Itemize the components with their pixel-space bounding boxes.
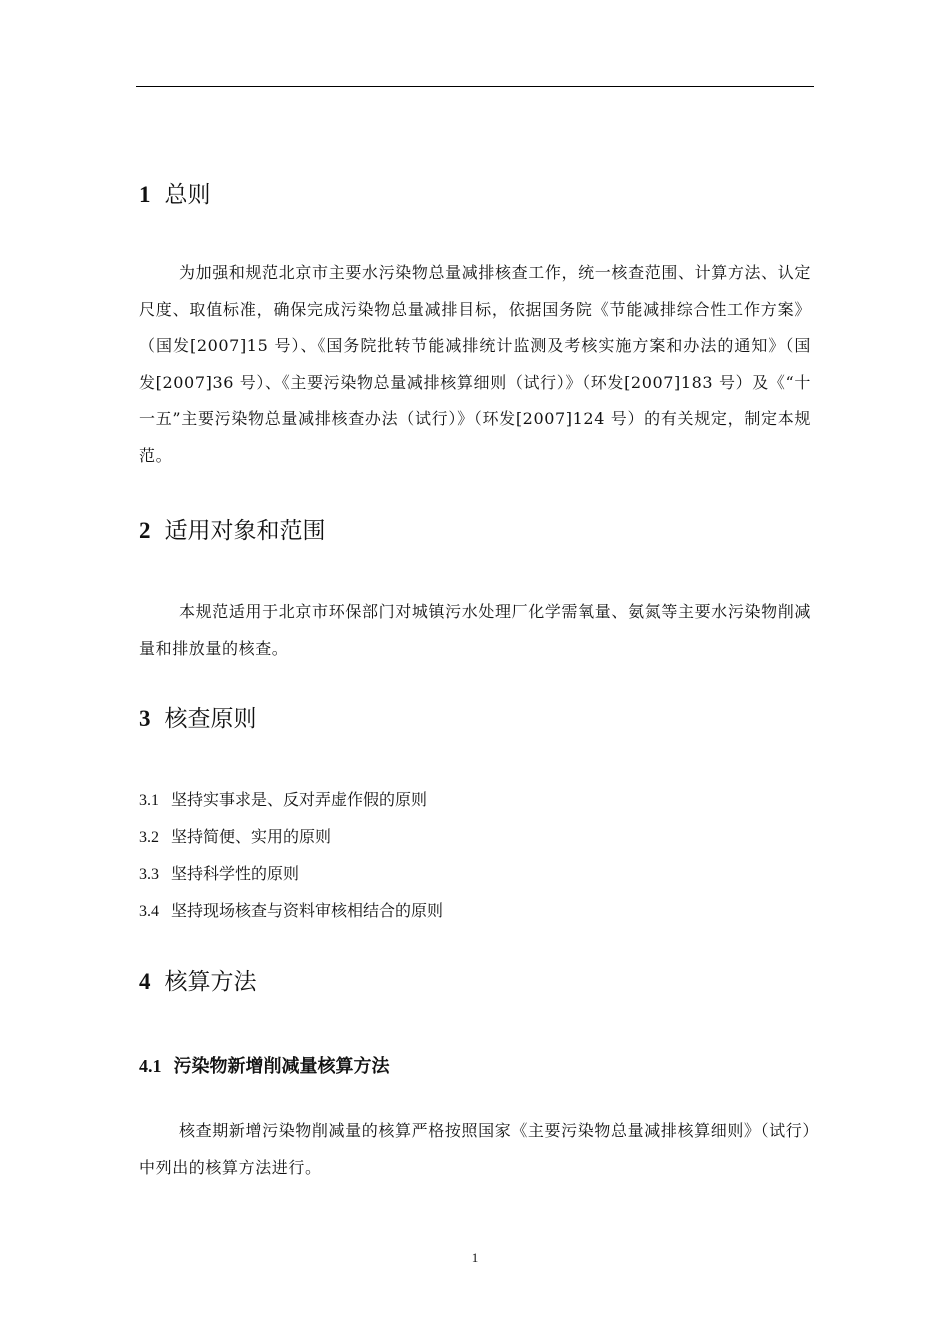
section-title: 适用对象和范围	[164, 518, 326, 544]
list-item-text: 坚持科学性的原则	[171, 864, 300, 883]
subsection-4-1-heading	[139, 1053, 390, 1080]
section-1-paragraph: 为加强和规范北京市主要水污染物总量减排核查工作，统一核查范围、计算方法、认定尺度、取值标准，确保完成污染物总量减排目标，依据国务院《节能减排综合性工作方案》（国发[2007]15 号）、《国务院批转节能减排统计监测及考核实施方案和办法的通知》（国发[2007]36 号）、《主要污染物总量减排核算细则（试行）》（环发[2007]183 号）及《“十一五”主要污染物总量减排核查办法（试行）》（环发[2007]124 号）的有关规定，制定本规范。	[139, 263, 811, 465]
list-item	[139, 788, 427, 813]
list-item-number: 3.3	[139, 866, 159, 883]
list-item	[139, 899, 443, 924]
subsection-4-1-paragraph: 核查期新增污染物削减量的核算严格按照国家《主要污染物总量减排核算细则》（试行）中列出的核算方法进行。	[139, 1121, 811, 1177]
section-2-heading	[139, 516, 326, 546]
list-item-number: 3.4	[139, 903, 159, 920]
section-2-paragraph: 本规范适用于北京市环保部门对城镇污水处理厂化学需氧量、氨氮等主要水污染物削减量和排放量的核查。	[139, 602, 811, 658]
list-item-number: 3.2	[139, 829, 159, 846]
section-1-heading	[139, 180, 211, 210]
header-rule	[136, 86, 814, 87]
list-item	[139, 862, 299, 887]
subsection-title: 污染物新增削减量核算方法	[173, 1056, 390, 1077]
section-number: 4	[139, 969, 151, 994]
list-item	[139, 825, 331, 850]
section-title: 核算方法	[164, 969, 257, 995]
section-title: 总则	[164, 182, 211, 208]
section-title: 核查原则	[164, 706, 257, 732]
section-3-heading	[139, 704, 257, 734]
section-number: 1	[139, 182, 151, 207]
list-item-text: 坚持简便、实用的原则	[171, 827, 332, 846]
page-number: 1	[471, 1250, 479, 1265]
subsection-number: 4.1	[139, 1056, 162, 1076]
section-4-heading	[139, 967, 257, 997]
list-item-number: 3.1	[139, 792, 159, 809]
section-number: 3	[139, 706, 151, 731]
list-item-text: 坚持实事求是、反对弄虚作假的原则	[171, 790, 428, 809]
section-number: 2	[139, 518, 151, 543]
list-item-text: 坚持现场核查与资料审核相结合的原则	[171, 901, 444, 920]
